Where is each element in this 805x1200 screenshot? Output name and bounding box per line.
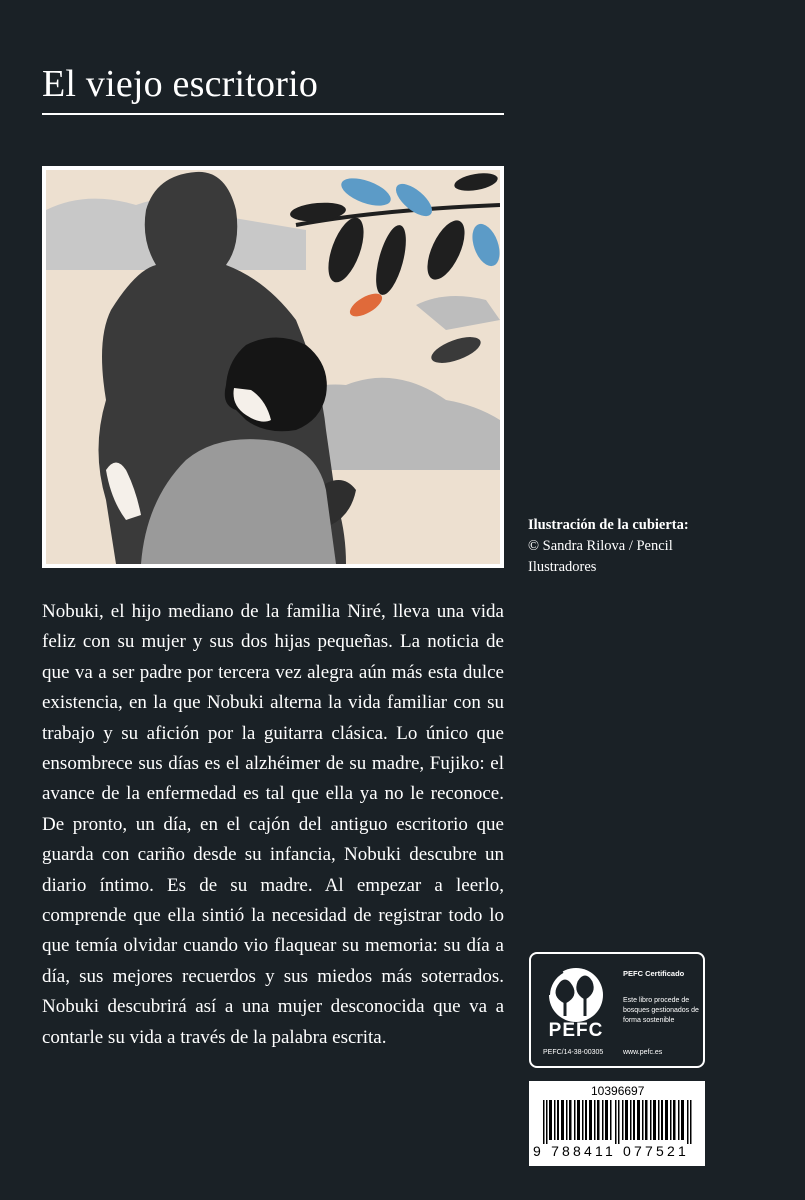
illustration-mother-and-son [46, 170, 500, 564]
barcode-top-number: 10396697 [591, 1084, 645, 1098]
pefc-logo-icon [543, 966, 609, 1024]
cover-illustration [42, 166, 504, 568]
pefc-certified-label: PEFC Certificado [623, 969, 685, 978]
book-blurb: Nobuki, el hijo mediano de la familia Niré, lleva una vida feliz con su mujer y sus dos hijas pequeñas. La noticia de que va a ser padre por tercera vez alegra aún más esta dulce existencia, en la que Nobuki alterna la vida familiar con su trabajo y su afición por la guitarra clásica. Lo único que ensombrece sus días es el alzhéimer de su madre, Fujiko: el avance de la enfermedad es tal que ella ya no le reconoce. De pronto, un día, en el cajón del antiguo escritorio que guarda con cariño desde su infancia, Nobuki descubre un diario íntimo. Es de su madre. Al empezar a leerlo, comprende que ella sintió la necesidad de registrar todo lo que temía olvidar cuando vio flaquear su memoria: su día a día, sus mejores recuerdos y sus miedos más soterrados. Nobuki descubrirá así a una mujer desconocida que va a contarle su vida a través de la palabra escrita. [42, 601, 504, 1048]
pefc-wordmark: PEFC [548, 1020, 604, 1041]
pefc-code: PEFC/14-38-00305 [543, 1049, 604, 1056]
pefc-certification-box [529, 952, 705, 1068]
pefc-description: Este libro procede de bosques gestionados de forma sostenible [623, 997, 699, 1024]
title-rule [42, 113, 504, 115]
isbn-barcode [529, 1081, 705, 1166]
credit-line-2: Ilustradores [528, 559, 597, 575]
credit-heading: Ilustración de la cubierta: [528, 517, 689, 533]
barcode-bars [543, 1100, 693, 1144]
credit-line-1: © Sandra Rilova / Pencil [528, 538, 673, 554]
pefc-website: www.pefc.es [623, 1049, 663, 1056]
isbn-digits: 9 788411 077521 [533, 1143, 689, 1159]
illustration-credit [528, 515, 758, 578]
book-title: El viejo escritorio [42, 63, 319, 105]
